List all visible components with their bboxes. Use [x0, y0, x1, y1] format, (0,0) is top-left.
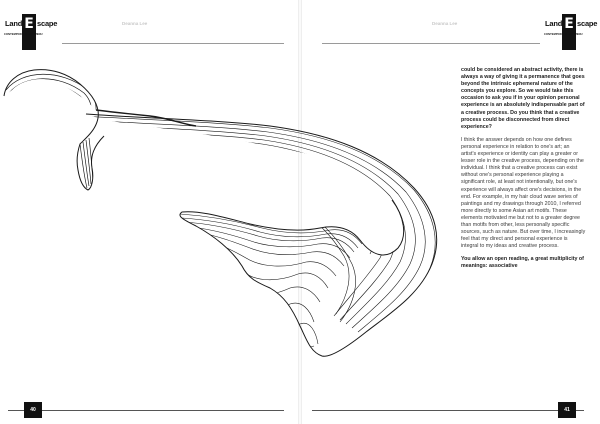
footer-rule-left	[8, 410, 284, 411]
interview-question-continued: could be considered an abstract activity, there is always a way of giving it a permanence that goes beyond the intrinsic ephemeral nature of the concepts you explore. So we would take this occasion to ask you if in your opinion personal experience is an absolutely indispensable part of a creative process. Do you think that a creative process could be disconnected from direct experience?	[461, 67, 585, 130]
interview-question-next: You allow an open reading, a great multiplicity of meanings: associative	[461, 256, 584, 270]
logo-word-land: Land	[5, 19, 23, 28]
logo-word-land-right: Land	[545, 19, 563, 28]
header-rule-left	[62, 43, 284, 44]
page-number-right: 41	[558, 402, 576, 418]
header-rule-right	[322, 43, 540, 44]
logo-letter: E	[24, 16, 34, 32]
page-number-left: 40	[24, 402, 42, 418]
header-author-right: Deanna Lee	[432, 21, 458, 26]
article-text-column	[461, 67, 586, 277]
logo-word-scape-right: scape	[577, 19, 598, 28]
logo-subtitle: CONTEMPORARY ART MENU	[4, 33, 43, 36]
header-author-left: Deanna Lee	[122, 21, 148, 26]
logo-word-scape: scape	[37, 19, 58, 28]
logo-letter-right: E	[564, 16, 574, 32]
flowing-ink-line-drawing-icon	[0, 60, 452, 360]
interview-answer: I think the answer depends on how one defines personal experience in relation to one's art; an artist's experience or identity can play a greater or lesser role in the creative process, depending on the individual. I think that a creative process can exist without one's personal experience playing a significant role, at least not intentionally, but one's experience will always affect one's decisions, in the end. For example, in my hair cloud wave series of paintings and my drawings through 2010, I referred more directly to some Asian art motifs. These elements motivated me but not to a greater degree than motifs from other, less personally specific sources, such as nature. But over time, I increasingly feel that my direct and personal experience is integral to my ideas and creative process.	[461, 136, 586, 250]
logo-subtitle-right: CONTEMPORARY ART MENU	[544, 33, 583, 36]
footer-rule-right	[312, 410, 584, 411]
